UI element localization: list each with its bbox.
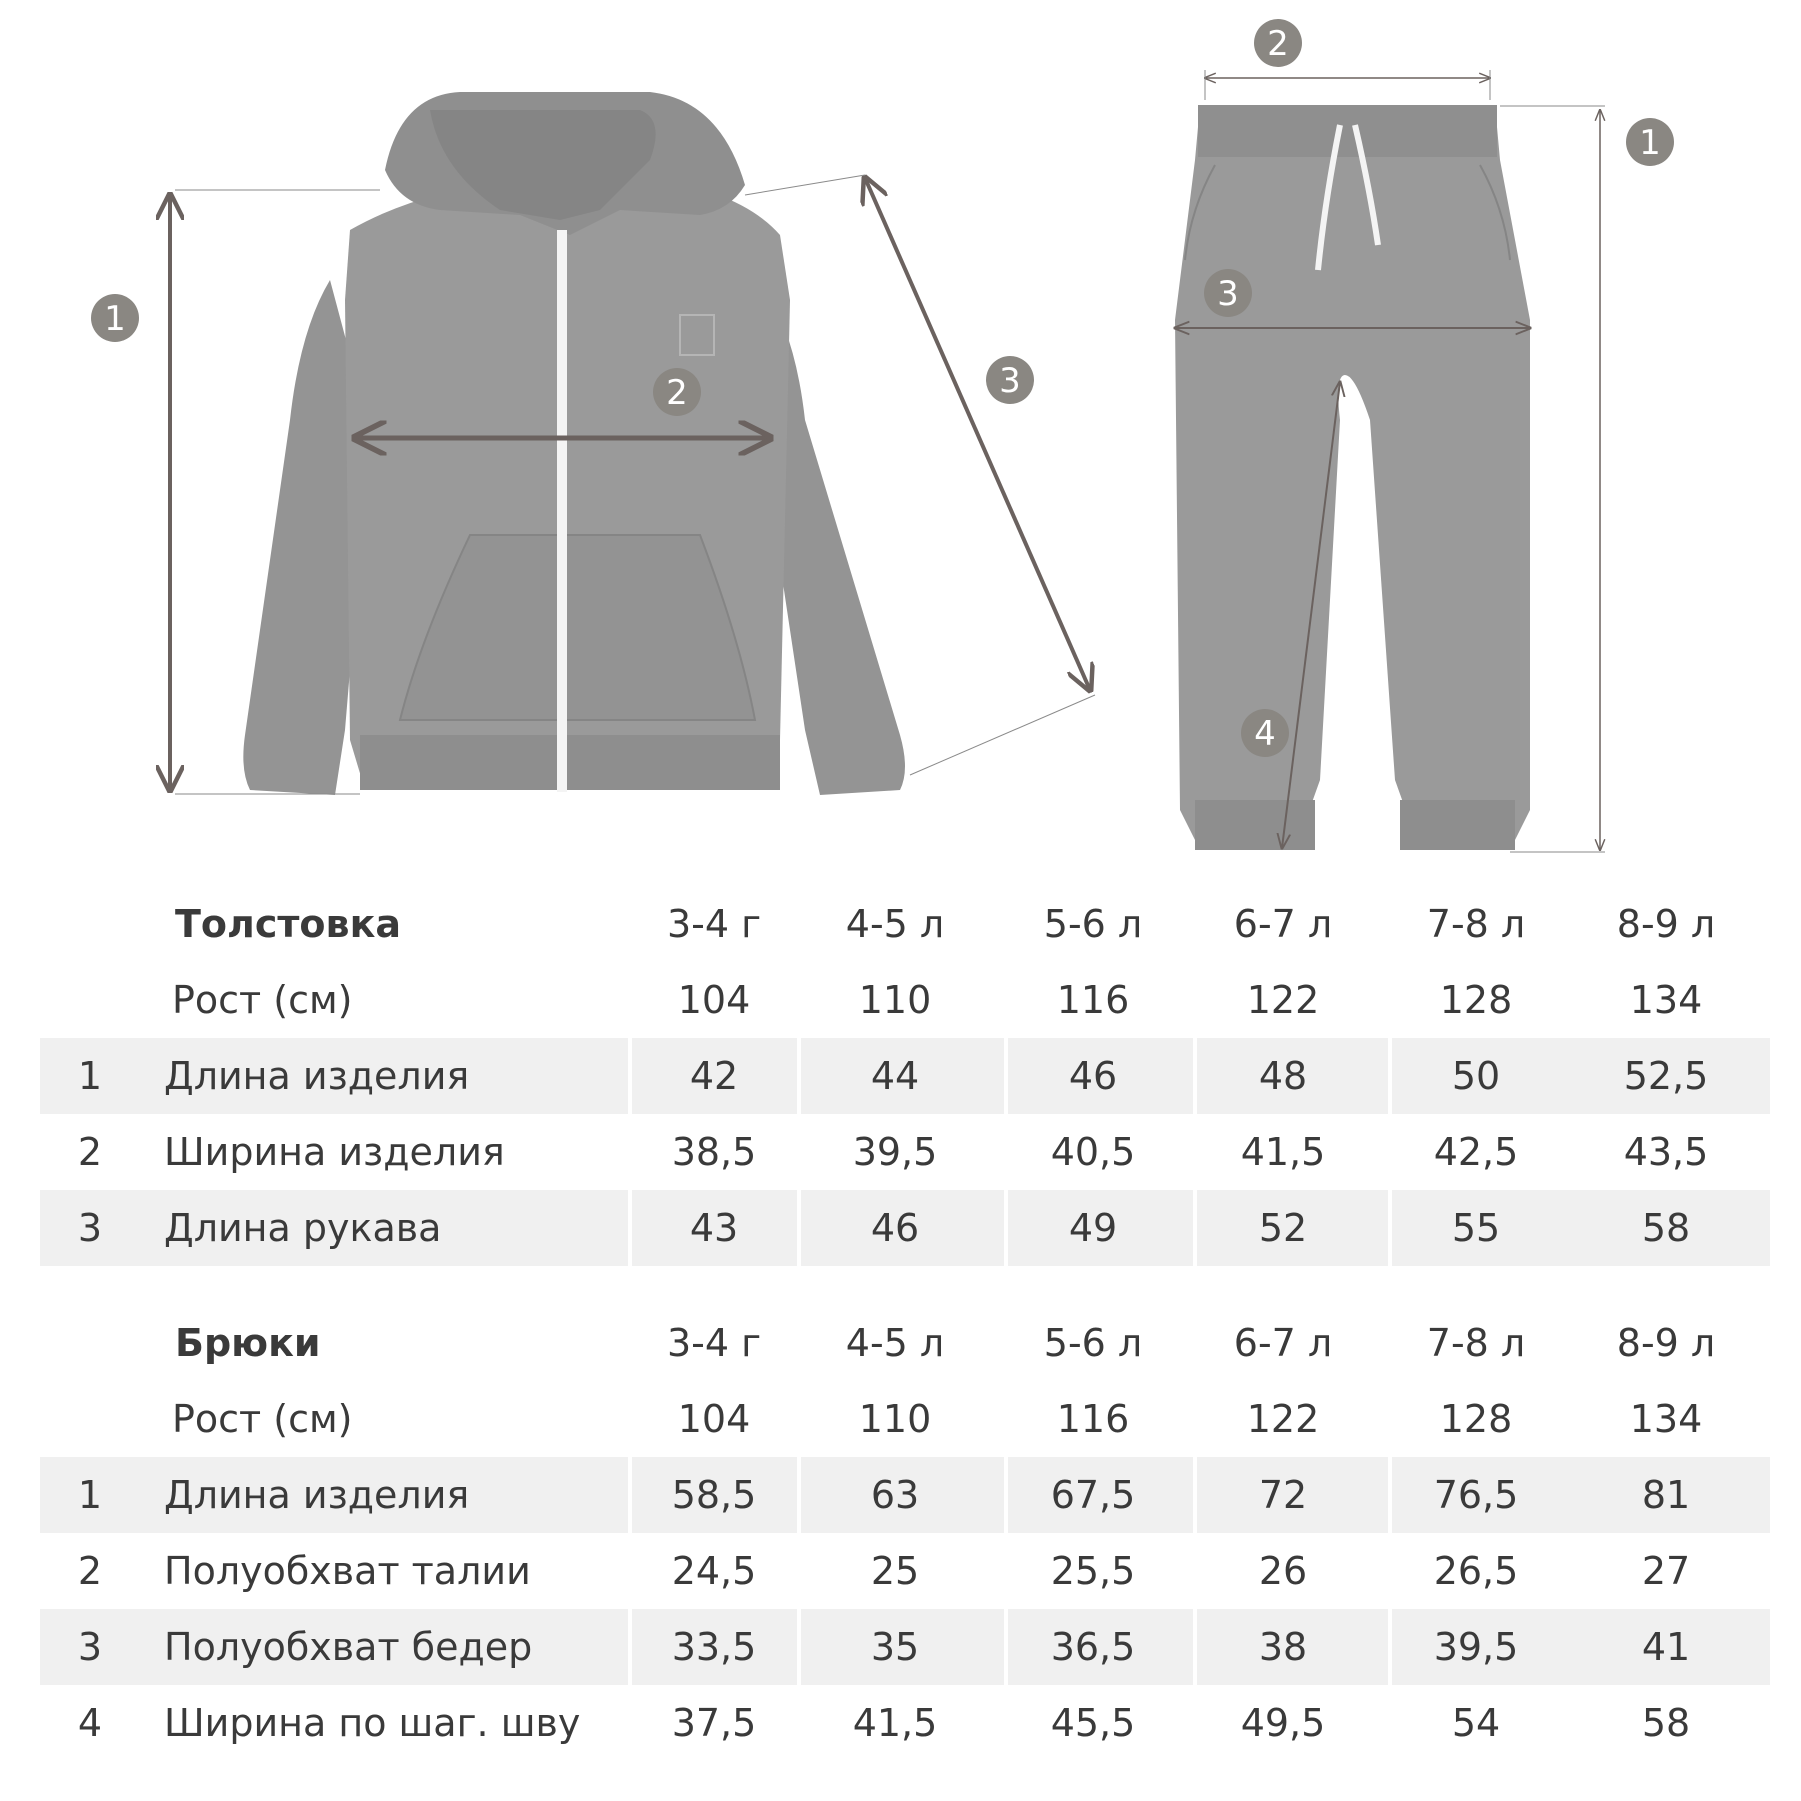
measurement-value: 45,5	[1050, 1701, 1136, 1745]
measurement-value: 38	[1258, 1625, 1308, 1669]
table-row	[0, 1533, 1801, 1609]
hoodie-sleeve-guide-bottom	[910, 695, 1095, 775]
pants	[1175, 105, 1530, 850]
measurement-value: 81	[1641, 1473, 1691, 1517]
measurement-value: 24,5	[671, 1549, 757, 1593]
row-label: Длина рукава	[164, 1206, 442, 1250]
row-index: 1	[77, 1473, 103, 1517]
measurement-value: 41,5	[1240, 1130, 1326, 1174]
measurement-value: 41	[1641, 1625, 1691, 1669]
measurement-value: 58	[1641, 1701, 1691, 1745]
measurement-value: 44	[870, 1054, 920, 1098]
table-row	[0, 1038, 1801, 1114]
measurement-value: 37,5	[671, 1701, 757, 1745]
size-header: 3-4 г	[666, 902, 762, 946]
measurement-value: 76,5	[1433, 1473, 1519, 1517]
measurement-value: 42	[689, 1054, 739, 1098]
row-index: 2	[77, 1130, 103, 1174]
table-title: Толстовка	[175, 902, 401, 946]
svg-text:2: 2	[1267, 24, 1289, 64]
garment-illustration	[0, 0, 1801, 880]
measurement-value: 52	[1258, 1206, 1308, 1250]
measurement-value: 52,5	[1623, 1054, 1709, 1098]
table-header-row	[0, 1305, 1801, 1381]
height-value: 128	[1439, 978, 1513, 1022]
height-row	[0, 962, 1801, 1038]
pants-hips-badge	[1204, 269, 1252, 317]
size-header: 5-6 л	[1043, 1321, 1143, 1365]
pants-left-cuff	[1195, 800, 1315, 850]
height-value: 128	[1439, 1397, 1513, 1441]
measurement-value: 38,5	[671, 1130, 757, 1174]
height-value: 110	[858, 1397, 932, 1441]
measurement-value: 39,5	[1433, 1625, 1519, 1669]
height-value: 104	[677, 978, 751, 1022]
size-header: 6-7 л	[1233, 1321, 1333, 1365]
row-index: 4	[77, 1701, 103, 1745]
hoodie-length-badge	[91, 294, 139, 342]
pants-body	[1175, 105, 1530, 850]
measurement-value: 27	[1641, 1549, 1691, 1593]
svg-text:3: 3	[999, 361, 1021, 401]
height-value: 104	[677, 1397, 751, 1441]
height-value: 116	[1056, 1397, 1130, 1441]
table-header-row	[0, 886, 1801, 962]
measurement-value: 43	[689, 1206, 739, 1250]
table-row	[0, 1457, 1801, 1533]
row-index: 2	[77, 1549, 103, 1593]
hoodie-zipper	[557, 230, 567, 792]
height-value: 110	[858, 978, 932, 1022]
measurement-value: 41,5	[852, 1701, 938, 1745]
pants-inseam-badge	[1241, 709, 1289, 757]
svg-text:3: 3	[1217, 274, 1239, 314]
height-label: Рост (см)	[172, 978, 353, 1022]
measurement-value: 72	[1258, 1473, 1308, 1517]
row-label: Длина изделия	[164, 1054, 470, 1098]
measurement-value: 39,5	[852, 1130, 938, 1174]
pants-waist-badge	[1254, 19, 1302, 67]
pants-right-cuff	[1400, 800, 1515, 850]
measurement-value: 46	[870, 1206, 920, 1250]
size-header: 8-9 л	[1616, 902, 1716, 946]
measurement-value: 49,5	[1240, 1701, 1326, 1745]
hoodie-hem	[360, 735, 780, 790]
svg-text:2: 2	[666, 373, 688, 413]
measurement-value: 58	[1641, 1206, 1691, 1250]
measurement-value: 26,5	[1433, 1549, 1519, 1593]
svg-text:1: 1	[104, 299, 126, 339]
hoodie	[243, 92, 905, 795]
measurement-value: 58,5	[671, 1473, 757, 1517]
hoodie-sleeve-guide-top	[745, 175, 865, 195]
measurement-value: 48	[1258, 1054, 1308, 1098]
hoodie-sleeve-badge	[986, 356, 1034, 404]
measurement-value: 42,5	[1433, 1130, 1519, 1174]
row-label: Ширина по шаг. шву	[164, 1701, 581, 1745]
row-label: Длина изделия	[164, 1473, 470, 1517]
table-row	[0, 1114, 1801, 1190]
size-header: 3-4 г	[666, 1321, 762, 1365]
hoodie-width-badge	[653, 368, 701, 416]
height-value: 122	[1246, 1397, 1320, 1441]
measurement-value: 43,5	[1623, 1130, 1709, 1174]
row-label: Полуобхват бедер	[164, 1625, 533, 1669]
size-header: 4-5 л	[845, 902, 945, 946]
measurement-value: 25,5	[1050, 1549, 1136, 1593]
measurement-value: 35	[870, 1625, 920, 1669]
pants-waistband	[1198, 105, 1497, 157]
height-value: 134	[1629, 1397, 1703, 1441]
size-header: 6-7 л	[1233, 902, 1333, 946]
hoodie-sleeve-arrow	[865, 178, 1090, 690]
measurement-value: 49	[1068, 1206, 1118, 1250]
measurement-value: 26	[1258, 1549, 1308, 1593]
height-value: 134	[1629, 978, 1703, 1022]
svg-text:1: 1	[1639, 123, 1661, 163]
table-row	[0, 1190, 1801, 1266]
measurement-value: 46	[1068, 1054, 1118, 1098]
measurement-value: 55	[1451, 1206, 1501, 1250]
pants-length-badge	[1626, 118, 1674, 166]
row-index: 1	[77, 1054, 103, 1098]
row-label: Ширина изделия	[164, 1130, 505, 1174]
measurement-value: 63	[870, 1473, 920, 1517]
table-title: Брюки	[175, 1321, 321, 1365]
height-row	[0, 1381, 1801, 1457]
row-index: 3	[77, 1206, 103, 1250]
svg-text:4: 4	[1254, 714, 1276, 754]
measurement-value: 36,5	[1050, 1625, 1136, 1669]
height-label: Рост (см)	[172, 1397, 353, 1441]
table-row	[0, 1685, 1801, 1761]
measurement-value: 67,5	[1050, 1473, 1136, 1517]
height-value: 116	[1056, 978, 1130, 1022]
measurement-value: 54	[1451, 1701, 1501, 1745]
size-header: 7-8 л	[1426, 902, 1526, 946]
size-header: 5-6 л	[1043, 902, 1143, 946]
measurement-value: 50	[1451, 1054, 1501, 1098]
size-header: 4-5 л	[845, 1321, 945, 1365]
table-row	[0, 1609, 1801, 1685]
measurement-value: 40,5	[1050, 1130, 1136, 1174]
height-value: 122	[1246, 978, 1320, 1022]
row-label: Полуобхват талии	[164, 1549, 531, 1593]
size-header: 8-9 л	[1616, 1321, 1716, 1365]
measurement-value: 25	[870, 1549, 920, 1593]
measurement-value: 33,5	[671, 1625, 757, 1669]
size-header: 7-8 л	[1426, 1321, 1526, 1365]
row-index: 3	[77, 1625, 103, 1669]
